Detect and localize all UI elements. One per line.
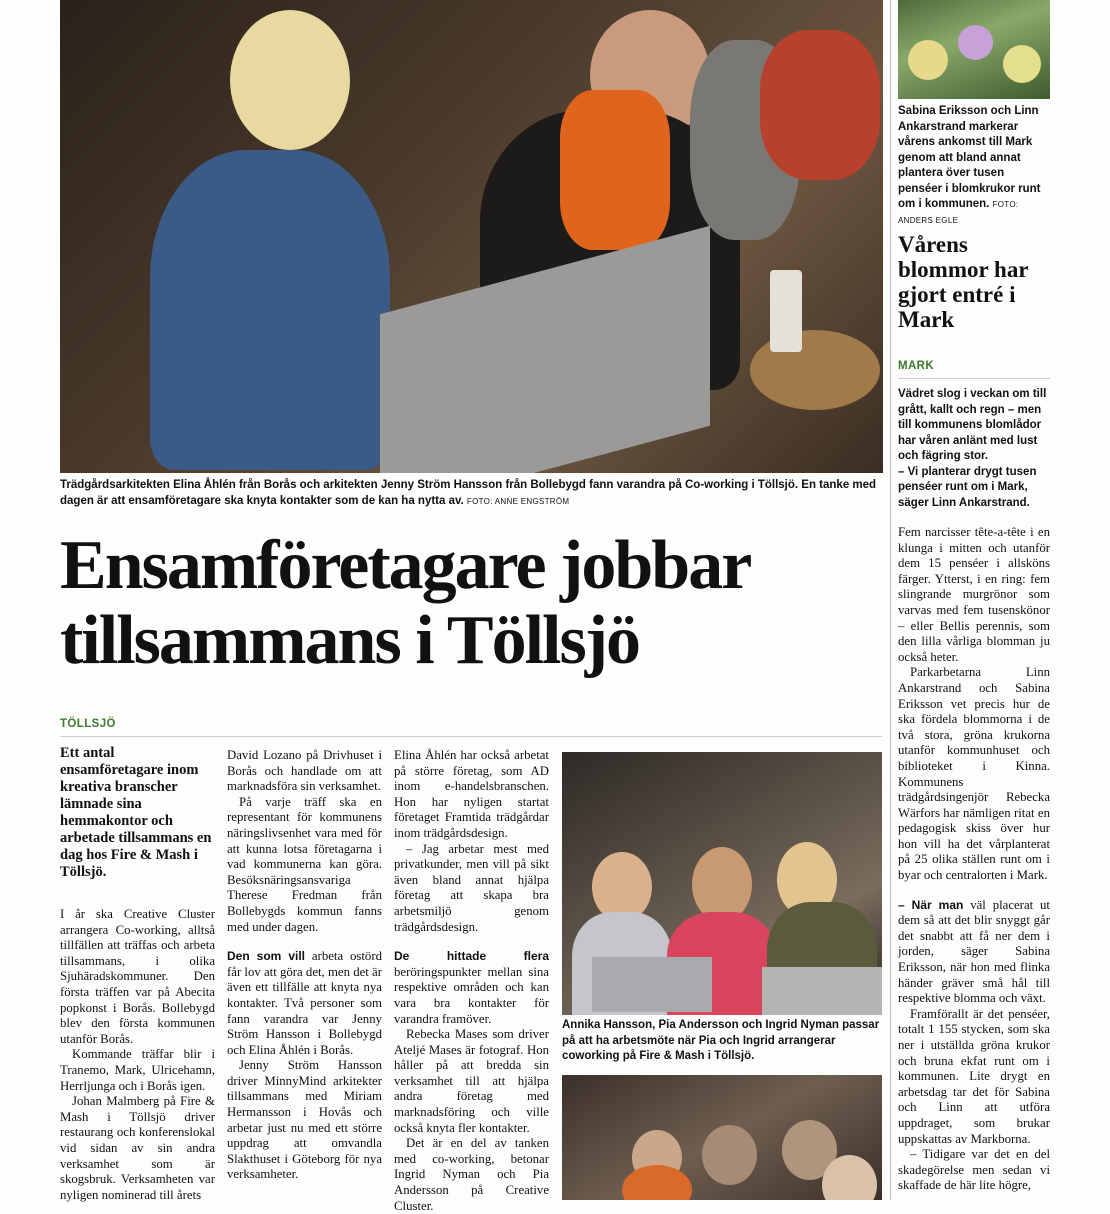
paragraph: Framförallt är det penséer, totalt 1 155 stycken, som ska ner i utställda gröna krukor och bruna ekfat runt om i kommunen. Lite drygt en arbetsdag tar det för Sabina och Linn att utföra uppdraget, som brukar uppskattas av Markborna. <box>898 1006 1050 1146</box>
paragraph: Parkarbetarna Linn Ankarstrand och Sabina Eriksson vet precis hur de ska fördela blommorna i de två stora, gröna krukorna utanför kommunhuset och biblioteket i Kinna. Kommunens trädgårdsingenjör Rebecka Wärfors har nämligen ritat en pedagogisk skiss över hur hon vill ha det vårplanterat på 25 olika ställen runt om i byar och centralorten i Mark. <box>898 665 1050 883</box>
paragraph: David Lozano på Drivhuset i Borås och handlade om att marknadsföra sin verksamhet. <box>227 748 382 794</box>
lead-text: arbeta ostörd får lov att göra det, men det är även ett tillfälle att knyta nya kontakter. Två personer som fann varandra var Jenny Ström Hansson i Bollebygd och Elina Åhlén i Borås. <box>227 949 382 1057</box>
ingress: Ett antal ensamföretagare inom kreativa branscher lämnade sina hemmakontor och arbetade tillsammans en dag hos Fire & Mash i Töllsjö. <box>60 745 212 880</box>
lead-text: beröringspunkter mellan sina respektive områden och kan vara bra kontakter för varandra framöver. <box>394 964 549 1026</box>
side-body <box>898 525 1050 1194</box>
lead-in: Den som vill <box>227 949 306 964</box>
paragraph: Det är en del av tanken med co-working, betonar Ingrid Nyman och Pia Andersson på Creative Cluster. <box>394 1136 549 1213</box>
side-ingress-text: Vädret slog i veckan om till grått, kallt och regn – men till kommunens blomlådor har våren anlänt med lust och fägring stor. <box>898 388 1047 462</box>
photo-credit: FOTO: ANDERS EGLE <box>898 200 1019 225</box>
article-column-3 <box>394 748 549 1214</box>
lead-in: De hittade flera <box>394 949 549 964</box>
side-ingress <box>898 387 1050 511</box>
side-kicker-rule <box>898 378 1050 379</box>
paragraph-with-lead <box>394 949 549 1027</box>
paragraph: I år ska Creative Cluster arrangera Co-working, alltså tillfällen att träffas och arbeta tillsammans, i olika Sjuhäradskommuner. Den första träffen var på Abecita popkonst i Borås. Bollebygd blev den första kommunen utanför Borås. <box>60 907 215 1046</box>
paragraph: Johan Malmberg på Fire & Mash i Töllsjö driver restaurang och konferenslokal vid sidan av sin andra verksamhet som är skogsbruk. Verksamheten var nyligen nominerad till årets <box>60 1094 215 1202</box>
meeting-photo <box>562 1075 882 1200</box>
coworking-photo <box>562 752 882 1015</box>
paragraph-with-lead <box>898 898 1050 1007</box>
column-separator <box>890 0 891 1200</box>
flowers-photo <box>898 0 1050 99</box>
headline: Ensamföretagare jobbar tillsammans i Töllsjö <box>60 527 750 679</box>
kicker-rule <box>60 736 882 737</box>
side-headline: Vårens blommor har gjort entré i Mark <box>898 232 1029 332</box>
kicker: TÖLLSJÖ <box>60 718 116 730</box>
paragraph: – Tidigare var det en del skadegörelse men sedan vi skaffade de här lite högre, <box>898 1147 1050 1193</box>
paragraph: På varje träff ska en representant för kommunens näringslivsenhet vara med för att kunna lotsa företagarna i vad kommunerna kan göra. Besöksnäringsansvariga Therese Fredman från Bollebygds kommun fanns med under dagen. <box>227 794 382 934</box>
paragraph: Rebecka Mases som driver Ateljé Mases är fotograf. Hon håller på att bredda sin verksamhet till att hjälpa andra företag med marknadsföring och ville också knyta fler kontakter. <box>394 1027 549 1135</box>
main-photo-caption <box>60 478 883 509</box>
lead-text: väl placerat ut dem så att det blir snyggt går det snabbt att få ner dem i jorden, säger Sabina Eriksson, när hon med flinka händer gräver små hål till respektive blomma och växt. <box>898 897 1050 1006</box>
paragraph: – Jag arbetar mest med privatkunder, men vill på sikt även bland annat hjälpa företag att skapa bra arbetsmiljö genom trädgårdsdesign. <box>394 841 549 934</box>
photo-credit: FOTO: ANNE ENGSTRÖM <box>466 496 570 506</box>
side-kicker: MARK <box>898 360 935 372</box>
paragraph: Fem narcisser tête-a-tête i en klunga i mitten och utanför dem 15 penséer i allsköns färger. Ytterst, i en ring: fem slingrande murgrönor som varvas med fem tusenskönor – eller Bellis perennis, som den lilla vårliga blomman ju också heter. <box>898 525 1050 664</box>
col1-text <box>60 907 215 1203</box>
paragraph-with-lead <box>227 949 382 1058</box>
lead-in: – När man <box>898 897 964 912</box>
main-photo <box>60 0 883 473</box>
paragraph: Kommande träffar blir i Tranemo, Mark, Ulricehamn, Herrljunga och i Borås igen. <box>60 1047 215 1093</box>
coworking-photo-caption: Annika Hansson, Pia Andersson och Ingrid Nyman passar på att ha arbetsmöte när Pia och Ingrid arrangerar coworking på Fire & Mash i Töllsjö. <box>562 1019 880 1062</box>
article-column-1 <box>60 745 215 1203</box>
caption-text: Sabina Eriksson och Linn Ankarstrand markerar vårens ankomst till Mark genom att bland annat plantera över tusen penséer i blomkrukor runt om i kommunen. <box>898 105 1041 210</box>
flowers-photo-caption <box>898 104 1050 228</box>
paragraph: Elina Åhlén har också arbetat på större företag, som AD inom e-handelsbranschen. Hon har nyligen startat företaget Framtida trädgårdar inom trädgårdsdesign. <box>394 748 549 840</box>
caption-text: Trädgårdsarkitekten Elina Åhlén från Borås och arkitekten Jenny Ström Hansson från Bollebygd fann varandra på Co-working i Töllsjö. En tanke med dagen är att ensamföretagare ska knyta kontakter som de kan ha nytta av. <box>60 479 877 507</box>
side-ingress-quote: – Vi planterar drygt tusen penséer runt om i Mark, säger Linn Ankarstrand. <box>898 465 1037 509</box>
article-column-2 <box>227 748 382 1183</box>
paragraph: Jenny Ström Hansson driver MinnyMind arkitekter tillsammans med Miriam Hermansson i Hovås och arbetar just nu med ett större uppdrag att omvandla Slakthuset i Göteborg för nya verksamheter. <box>227 1058 382 1182</box>
